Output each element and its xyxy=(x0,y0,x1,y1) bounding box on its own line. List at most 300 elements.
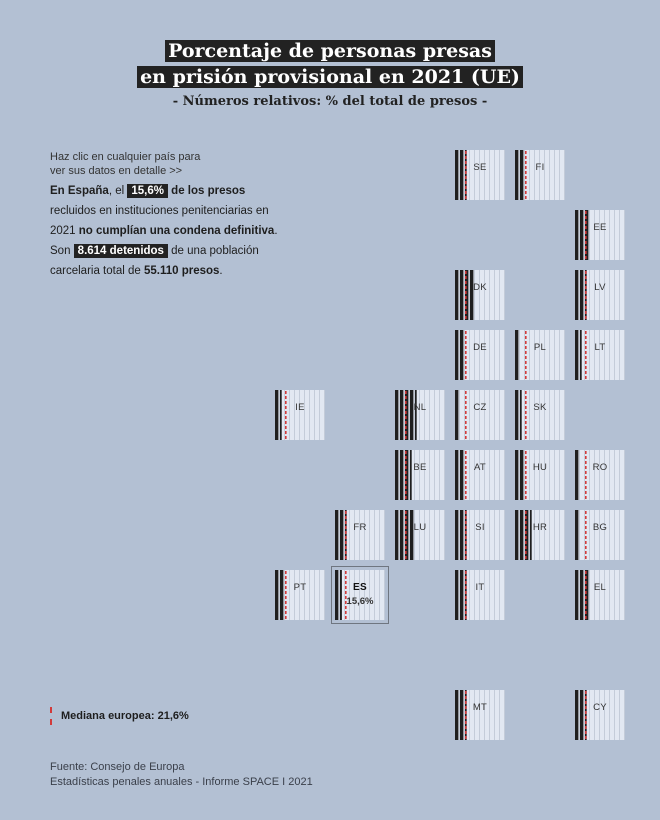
stripe-divider xyxy=(499,390,500,440)
median-line-icon xyxy=(50,707,52,725)
value-stripe xyxy=(520,510,523,560)
stripe-divider xyxy=(464,450,465,500)
summary-emphasis: no cumplían una condena definitiva xyxy=(78,225,275,237)
country-tile-lu[interactable] xyxy=(395,510,445,560)
country-code-label: LT xyxy=(594,342,606,353)
country-code-label: LV xyxy=(594,282,606,293)
tile-bars xyxy=(515,330,565,380)
stripe-divider xyxy=(489,270,490,320)
tile-bars xyxy=(455,510,505,560)
median-legend-label: Mediana europea: 21,6% xyxy=(61,710,189,722)
title-line-1: Porcentaje de personas presas xyxy=(165,40,495,62)
stripe-divider xyxy=(499,270,500,320)
country-tile-cy[interactable] xyxy=(575,690,625,740)
country-tile-nl[interactable] xyxy=(395,390,445,440)
stripe-divider xyxy=(479,270,480,320)
stripe-divider xyxy=(364,570,365,620)
summary-part: de una población carcelaria total de xyxy=(50,245,259,277)
country-tile-se[interactable] xyxy=(455,150,505,200)
country-tile-si[interactable] xyxy=(455,510,505,560)
stripe-divider xyxy=(399,390,400,440)
stripe-divider xyxy=(434,390,435,440)
stripe-divider xyxy=(564,330,565,380)
stripe-divider xyxy=(519,330,520,380)
country-code-label: CZ xyxy=(473,402,487,413)
stripe-divider xyxy=(579,330,580,380)
country-code-label: SK xyxy=(533,402,547,413)
tile-bars xyxy=(395,390,445,440)
stripe-divider xyxy=(579,510,580,560)
tile-bars xyxy=(275,570,325,620)
stripe-divider xyxy=(369,570,370,620)
stripe-divider xyxy=(594,450,595,500)
country-tile-lv[interactable] xyxy=(575,270,625,320)
country-tile-pl[interactable] xyxy=(515,330,565,380)
stripe-divider xyxy=(459,510,460,560)
stripe-divider xyxy=(319,390,320,440)
stripe-divider xyxy=(619,690,620,740)
tile-bars xyxy=(515,510,565,560)
value-stripe xyxy=(455,690,458,740)
stripe-divider xyxy=(304,570,305,620)
stripe-divider xyxy=(624,510,625,560)
stripe-divider xyxy=(534,450,535,500)
stripe-divider xyxy=(459,330,460,380)
stripe-divider xyxy=(479,450,480,500)
stripe-divider xyxy=(604,690,605,740)
stripe-divider xyxy=(489,450,490,500)
stripe-divider xyxy=(604,270,605,320)
stripe-divider xyxy=(604,450,605,500)
summary-country: En España xyxy=(50,185,109,197)
summary-part: de los presos xyxy=(167,185,246,197)
tile-bars xyxy=(575,210,625,260)
stripe-divider xyxy=(459,690,460,740)
stripe-divider xyxy=(584,510,585,560)
stripe-divider xyxy=(419,390,420,440)
stripe-divider xyxy=(439,510,440,560)
stripe-divider xyxy=(429,390,430,440)
value-stripe xyxy=(515,450,518,500)
country-tile-fr[interactable] xyxy=(335,510,385,560)
stripe-divider xyxy=(559,510,560,560)
stripe-divider xyxy=(484,510,485,560)
stripe-divider xyxy=(434,450,435,500)
country-tile-de[interactable] xyxy=(455,330,505,380)
stripe-divider xyxy=(494,690,495,740)
value-stripe xyxy=(415,390,417,440)
stripe-divider xyxy=(344,570,345,620)
stripe-divider xyxy=(609,690,610,740)
stripe-divider xyxy=(444,510,445,560)
stripe-divider xyxy=(604,570,605,620)
value-stripe xyxy=(340,510,343,560)
stripe-divider xyxy=(474,510,475,560)
country-code-label: SE xyxy=(473,162,487,173)
stripe-divider xyxy=(599,570,600,620)
stripe-divider xyxy=(474,270,475,320)
stripe-divider xyxy=(294,570,295,620)
stripe-divider xyxy=(619,570,620,620)
country-code-label: PL xyxy=(533,342,547,353)
stripe-divider xyxy=(619,450,620,500)
stripe-divider xyxy=(594,270,595,320)
value-stripe xyxy=(275,570,278,620)
stripe-divider xyxy=(284,390,285,440)
stripe-divider xyxy=(589,690,590,740)
stripe-divider xyxy=(499,510,500,560)
stripe-divider xyxy=(554,330,555,380)
country-code-label: FR xyxy=(353,522,367,533)
value-stripe xyxy=(575,690,578,740)
stripe-divider xyxy=(429,510,430,560)
value-stripe xyxy=(515,150,518,200)
stripe-divider xyxy=(494,330,495,380)
country-tile-es[interactable] xyxy=(335,570,385,620)
stripe-divider xyxy=(464,150,465,200)
stripe-divider xyxy=(594,690,595,740)
stripe-divider xyxy=(529,390,530,440)
tile-background xyxy=(335,570,385,620)
stripe-divider xyxy=(549,510,550,560)
stripe-divider xyxy=(599,510,600,560)
stripe-divider xyxy=(459,390,460,440)
stripe-divider xyxy=(549,330,550,380)
stripe-divider xyxy=(599,330,600,380)
stripe-divider xyxy=(624,210,625,260)
stripe-divider xyxy=(419,510,420,560)
value-stripe xyxy=(395,450,398,500)
country-tile-it[interactable] xyxy=(455,570,505,620)
value-stripe xyxy=(575,270,578,320)
stripe-divider xyxy=(429,450,430,500)
stripe-divider xyxy=(494,450,495,500)
stripe-divider xyxy=(464,390,465,440)
stripe-divider xyxy=(559,450,560,500)
summary-detained-highlight: 8.614 detenidos xyxy=(74,244,168,258)
value-stripe xyxy=(460,510,463,560)
stripe-divider xyxy=(494,570,495,620)
stripe-divider xyxy=(539,450,540,500)
stripe-divider xyxy=(359,510,360,560)
stripe-divider xyxy=(564,510,565,560)
stripe-divider xyxy=(404,450,405,500)
stripe-divider xyxy=(464,510,465,560)
stripe-divider xyxy=(584,270,585,320)
stripe-divider xyxy=(379,510,380,560)
country-tile-hr[interactable] xyxy=(515,510,565,560)
tile-bars xyxy=(575,690,625,740)
stripe-divider xyxy=(489,510,490,560)
stripe-divider xyxy=(619,510,620,560)
country-code-label: HU xyxy=(532,462,548,473)
value-stripe xyxy=(460,150,463,200)
value-stripe xyxy=(455,330,458,380)
stripe-divider xyxy=(579,690,580,740)
stripe-divider xyxy=(459,270,460,320)
tile-bars xyxy=(275,390,325,440)
summary-percent-highlight: 15,6% xyxy=(127,184,168,198)
stripe-divider xyxy=(359,570,360,620)
country-code-label: PT xyxy=(293,582,307,593)
value-stripe xyxy=(515,330,518,380)
stripe-divider xyxy=(494,150,495,200)
stripe-divider xyxy=(544,150,545,200)
country-tile-el[interactable] xyxy=(575,570,625,620)
stripe-divider xyxy=(589,330,590,380)
stripe-divider xyxy=(599,210,600,260)
value-stripe xyxy=(395,510,398,560)
summary-part: . Son xyxy=(50,225,278,257)
stripe-divider xyxy=(479,510,480,560)
country-tile-lt[interactable] xyxy=(575,330,625,380)
stripe-divider xyxy=(604,210,605,260)
stripe-divider xyxy=(504,510,505,560)
tile-bars xyxy=(515,150,565,200)
stripe-divider xyxy=(594,330,595,380)
country-code-label: AT xyxy=(473,462,487,473)
stripe-divider xyxy=(409,510,410,560)
country-tile-hu[interactable] xyxy=(515,450,565,500)
stripe-divider xyxy=(599,450,600,500)
stripe-divider xyxy=(564,150,565,200)
stripe-divider xyxy=(559,390,560,440)
stripe-divider xyxy=(594,570,595,620)
stripe-divider xyxy=(544,390,545,440)
value-stripe xyxy=(460,450,463,500)
country-tile-ee[interactable] xyxy=(575,210,625,260)
stripe-divider xyxy=(284,570,285,620)
stripe-divider xyxy=(344,510,345,560)
tile-bars xyxy=(575,510,625,560)
stripe-divider xyxy=(289,570,290,620)
stripe-divider xyxy=(519,450,520,500)
stripe-divider xyxy=(584,210,585,260)
country-code-label: ES xyxy=(353,582,367,593)
stripe-divider xyxy=(484,570,485,620)
stripe-divider xyxy=(499,570,500,620)
stripe-divider xyxy=(339,510,340,560)
value-stripe xyxy=(515,390,518,440)
stripe-divider xyxy=(484,690,485,740)
stripe-divider xyxy=(399,450,400,500)
value-stripe xyxy=(455,270,458,320)
stripe-divider xyxy=(554,450,555,500)
value-stripe xyxy=(530,510,532,560)
stripe-divider xyxy=(554,390,555,440)
stripe-divider xyxy=(524,150,525,200)
stripe-divider xyxy=(594,210,595,260)
country-code-label: IE xyxy=(295,402,305,413)
value-stripe xyxy=(410,390,413,440)
country-tile-ro[interactable] xyxy=(575,450,625,500)
tile-bars xyxy=(515,450,565,500)
stripe-divider xyxy=(309,570,310,620)
stripe-divider xyxy=(294,390,295,440)
stripe-divider xyxy=(544,510,545,560)
stripe-divider xyxy=(494,270,495,320)
value-stripe xyxy=(455,510,458,560)
value-stripe xyxy=(455,450,458,500)
stripe-divider xyxy=(299,390,300,440)
stripe-divider xyxy=(534,150,535,200)
stripe-divider xyxy=(384,570,385,620)
tile-bars xyxy=(455,690,505,740)
stripe-divider xyxy=(529,150,530,200)
stripe-divider xyxy=(489,570,490,620)
stripe-divider xyxy=(414,390,415,440)
stripe-divider xyxy=(524,390,525,440)
stripe-divider xyxy=(469,270,470,320)
stripe-divider xyxy=(379,570,380,620)
stripe-divider xyxy=(469,330,470,380)
stripe-divider xyxy=(524,330,525,380)
stripe-divider xyxy=(279,570,280,620)
stripe-divider xyxy=(529,450,530,500)
stripe-divider xyxy=(444,450,445,500)
stripe-divider xyxy=(499,450,500,500)
stripe-divider xyxy=(534,510,535,560)
stripe-divider xyxy=(484,450,485,500)
stripe-divider xyxy=(484,390,485,440)
value-stripe xyxy=(580,570,583,620)
stripe-divider xyxy=(559,330,560,380)
stripe-divider xyxy=(614,690,615,740)
stripe-divider xyxy=(529,510,530,560)
stripe-divider xyxy=(314,570,315,620)
stripe-divider xyxy=(619,330,620,380)
stripe-divider xyxy=(409,390,410,440)
median-legend xyxy=(50,707,189,725)
stripe-divider xyxy=(479,390,480,440)
country-tile-cz[interactable] xyxy=(455,390,505,440)
stripe-divider xyxy=(564,450,565,500)
stripe-divider xyxy=(504,330,505,380)
stripe-divider xyxy=(614,210,615,260)
stripe-divider xyxy=(474,690,475,740)
stripe-divider xyxy=(314,390,315,440)
country-code-label: RO xyxy=(592,462,608,473)
stripe-divider xyxy=(439,450,440,500)
country-code-label: FI xyxy=(535,162,545,173)
stripe-divider xyxy=(624,330,625,380)
stripe-divider xyxy=(464,570,465,620)
stripe-divider xyxy=(459,570,460,620)
stripe-divider xyxy=(539,330,540,380)
hint-line-1: Haz clic en cualquier país para xyxy=(50,151,201,163)
stripe-divider xyxy=(489,330,490,380)
value-stripe xyxy=(460,570,463,620)
value-stripe xyxy=(580,330,582,380)
stripe-divider xyxy=(339,570,340,620)
country-tile-pt[interactable] xyxy=(275,570,325,620)
country-code-label: DE xyxy=(473,342,487,353)
stripe-divider xyxy=(479,150,480,200)
stripe-divider xyxy=(504,270,505,320)
stripe-divider xyxy=(584,690,585,740)
country-tile-bg[interactable] xyxy=(575,510,625,560)
tile-bars xyxy=(515,390,565,440)
value-stripe xyxy=(335,570,338,620)
stripe-divider xyxy=(499,330,500,380)
country-tile-at[interactable] xyxy=(455,450,505,500)
stripe-divider xyxy=(489,690,490,740)
stripe-divider xyxy=(609,330,610,380)
value-stripe xyxy=(580,270,583,320)
stripe-divider xyxy=(589,210,590,260)
stripe-divider xyxy=(279,390,280,440)
chart-subtitle: - Números relativos: % del total de presos - xyxy=(172,94,488,109)
value-stripe xyxy=(460,270,463,320)
stripe-divider xyxy=(614,570,615,620)
stripe-divider xyxy=(609,270,610,320)
country-code-label: DK xyxy=(473,282,487,293)
value-stripe xyxy=(400,450,403,500)
stripe-divider xyxy=(604,330,605,380)
country-code-label: IT xyxy=(475,582,485,593)
tile-bars xyxy=(455,390,505,440)
tile-bars xyxy=(575,270,625,320)
value-stripe xyxy=(575,570,578,620)
stripe-divider xyxy=(624,270,625,320)
stripe-divider xyxy=(619,210,620,260)
stripe-divider xyxy=(399,510,400,560)
stripe-divider xyxy=(564,390,565,440)
country-tile-ie[interactable] xyxy=(275,390,325,440)
stripe-divider xyxy=(494,510,495,560)
country-tile-sk[interactable] xyxy=(515,390,565,440)
summary-part: , el xyxy=(108,185,128,197)
stripe-divider xyxy=(479,570,480,620)
stripe-divider xyxy=(579,270,580,320)
country-tile-fi[interactable] xyxy=(515,150,565,200)
tile-bars xyxy=(395,450,445,500)
stripe-divider xyxy=(524,510,525,560)
stripe-divider xyxy=(579,450,580,500)
country-tile-dk[interactable] xyxy=(455,270,505,320)
stripe-divider xyxy=(404,510,405,560)
value-stripe xyxy=(275,390,278,440)
stripe-divider xyxy=(584,330,585,380)
stripe-divider xyxy=(469,390,470,440)
value-stripe xyxy=(280,390,282,440)
stripe-divider xyxy=(544,450,545,500)
stripe-divider xyxy=(489,390,490,440)
stripe-divider xyxy=(579,210,580,260)
stripe-divider xyxy=(419,450,420,500)
stripe-divider xyxy=(349,510,350,560)
stripe-divider xyxy=(374,570,375,620)
stripe-divider xyxy=(444,390,445,440)
stripe-divider xyxy=(469,510,470,560)
country-tile-mt[interactable] xyxy=(455,690,505,740)
source-line-2: Estadísticas penales anuales - Informe SPACE I 2021 xyxy=(50,776,313,788)
stripe-divider xyxy=(324,390,325,440)
stripe-divider xyxy=(534,390,535,440)
country-code-label: BG xyxy=(592,522,608,533)
country-tile-be[interactable] xyxy=(395,450,445,500)
stripe-divider xyxy=(624,570,625,620)
stripe-divider xyxy=(614,270,615,320)
stripe-divider xyxy=(589,510,590,560)
stripe-divider xyxy=(554,510,555,560)
stripe-divider xyxy=(599,690,600,740)
stripe-divider xyxy=(549,390,550,440)
stripe-divider xyxy=(584,450,585,500)
country-code-label: BE xyxy=(413,462,427,473)
stripe-divider xyxy=(349,570,350,620)
stripe-divider xyxy=(609,450,610,500)
